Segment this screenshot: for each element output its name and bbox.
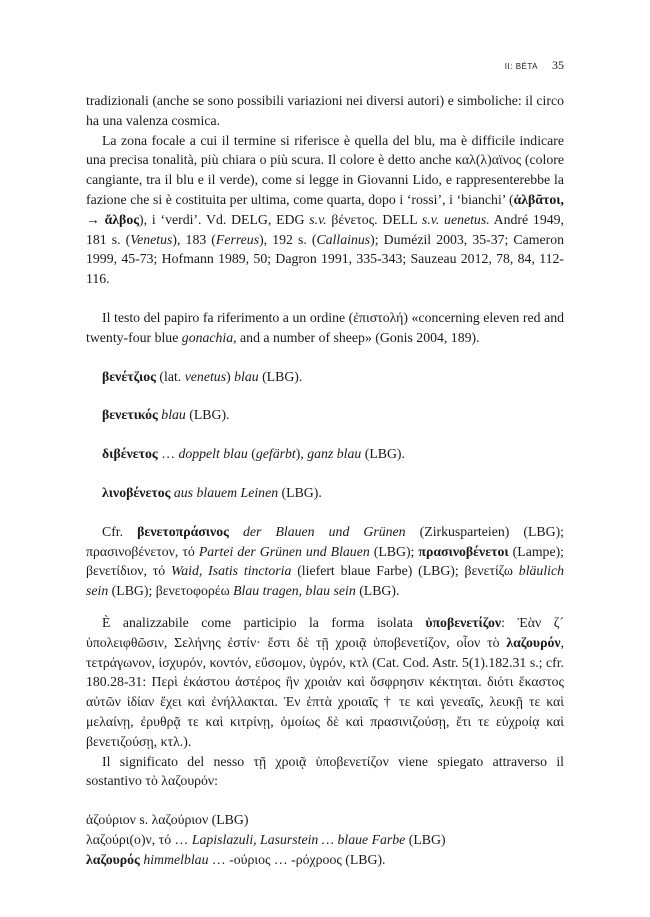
paragraph-continuation: tradizionali (anche se sono possibili variazioni nei diversi autori) e simboliche: il circo ha una valenza cosmica. bbox=[86, 93, 564, 128]
section-title: II: BÉTA bbox=[504, 62, 538, 71]
page-number: 35 bbox=[552, 58, 564, 72]
entry-linovenetos: λινοβένετος aus blauem Leinen (LBG). bbox=[102, 484, 322, 500]
list-item: ἀζούριον s. λαζούριον (LBG) bbox=[86, 812, 249, 828]
paragraph-cfr: Cfr. βενετοπράσινος der Blauen und Grünen (Zirkusparteien) (LBG); πρασινοβένετον, τό Partei der Grünen und Blauen (LBG); πρασινοβένετοι (Lampe); βενετίδιον, τό Waid, Isatis tinctoria (liefert blaue Farbe) (LBG); βενετίζω bläulich sein (LBG); βενετοφορέω Blau tragen, blau sein (LBG). bbox=[86, 523, 565, 599]
entry-divenetos: διβένετος … doppelt blau (gefärbt), ganz blau (LBG). bbox=[102, 446, 405, 462]
page-body bbox=[86, 91, 564, 870]
paragraph-focal-zone: La zona focale a cui il termine si riferisce è quella del blu, ma è difficile indicare una precisa tonalità, più chiara o più scura. Il colore è detto anche καλ(λ)αϊνος (colore cangiante, tra il blu e il verde), come si legge in Giovanni Lido, e rappresenterebbe la fazione che si è costituita per ultima, come quarta, dopo i ‘rossi’, i ‘bianchi’ (ἀλβᾶτοι, → ἄλβος), i ‘verdi’. Vd. DELG, EDG s.v. βένετος. DELL s.v. uenetus. André 1949, 181 s. (Venetus), 183 (Ferreus), 192 s. (Callainus); Dumézil 2003, 35-37; Cameron 1999, 45-73; Hofmann 1989, 50; Dagron 1991, 335-343; Sauzeau 2012, 78, 84, 112-116. bbox=[86, 132, 564, 287]
list-item: λαζούρι(ο)ν, τό … Lapislazuli, Lasurstein … blaue Farbe (LBG) bbox=[86, 831, 446, 847]
entry-venetikos: βενετικός blau (LBG). bbox=[102, 407, 230, 423]
entry-venetzios: βενέτζιος (lat. venetus) blau (LBG). bbox=[102, 368, 303, 384]
paragraph-papyrus: Il testo del papiro fa riferimento a un ordine (ἐπιστολή) «concerning eleven red and twenty-four blue gonachia, and a number of sheep» (Gonis 2004, 189). bbox=[86, 309, 564, 345]
paragraph-analysis: È analizzabile come participio la forma isolata ὑποβενετίζον: Ἐὰν ζ´ ὑπολειφθῶσιν, Σελήνης ἐστίν· ἔστι δὲ τῇ χροιᾷ ὑποβενετίζον, οἷον τὸ λαζουρόν, τετράγωνον, ἰσχυρόν, κοντόν, εὔσομον, ὑγρόν, κτλ (Cat. Cod. Astr. 5(1).182.31 s.; cfr. 180.28-31: Περὶ ἑκάστου ἀστέρος ἣν χροιὰν καὶ ὄσφρησιν κέκτηται. διότι ἕκαστος αὐτῶν ἰδίαν ἔχει καὶ ἐνήλλακται. Ἐν ἑπτὰ χροιαῖς † τε καὶ γενεαῖς, λευκῇ τε καὶ μελαίνῃ, ἐρυθρᾷ τε καὶ κιτρίνῃ, ὁμοίως δὲ καὶ πρασινιζούσῃ, ἔτι τε εὐχροίᾳ καὶ βενετιζούσῃ, κτλ.). bbox=[86, 614, 564, 749]
running-header bbox=[505, 58, 564, 74]
paragraph-meaning: Il significato del nesso τῇ χροιᾷ ὑποβενετίζον viene spiegato attraverso il sostantivo τὸ λαζουρόν: bbox=[86, 753, 564, 789]
list-item: λαζουρός himmelblau … -ούριος … -ρόχροος (LBG). bbox=[86, 851, 386, 867]
lazour-list bbox=[86, 810, 564, 869]
